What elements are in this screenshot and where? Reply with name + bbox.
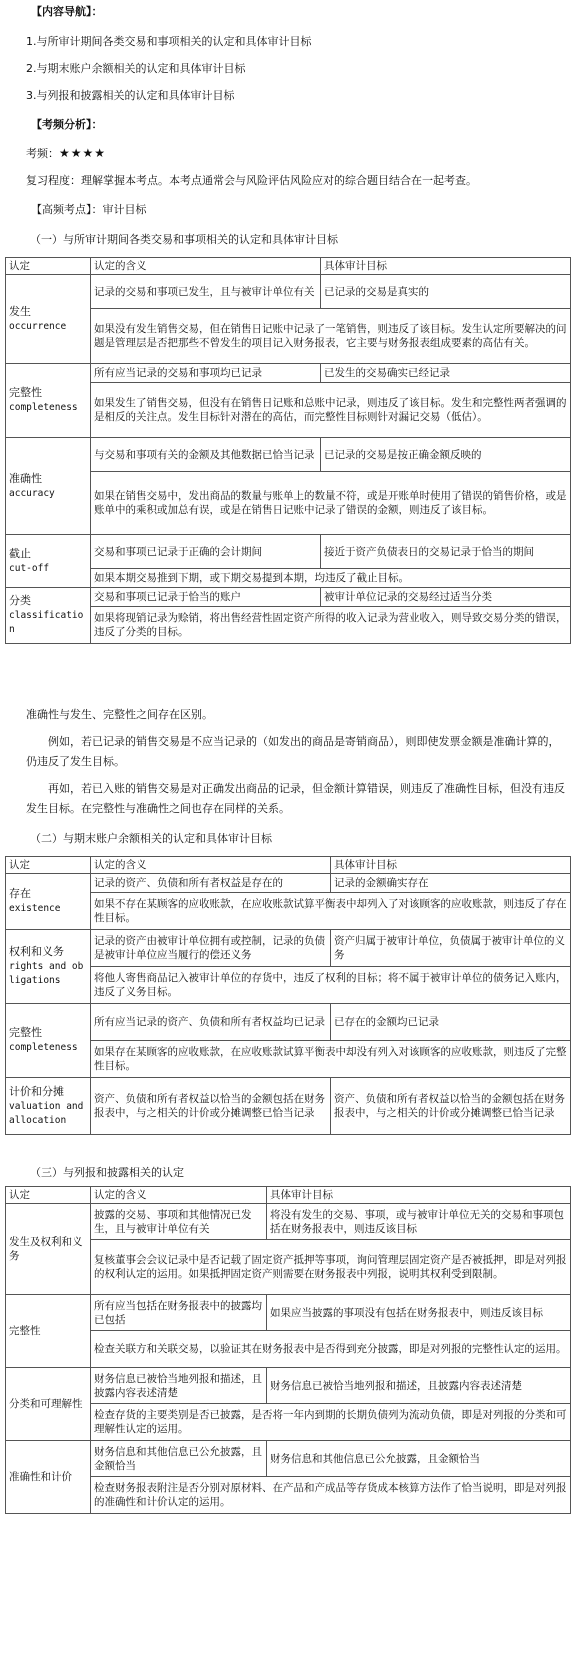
meaning-cell: 财务信息已被恰当地列报和描述，且披露内容表述清楚 — [91, 1368, 267, 1404]
nav-item-2: 2.与期末账户余额相关的认定和具体审计目标 — [26, 62, 246, 75]
table-header-row — [6, 1187, 571, 1204]
paragraph-1: 准确性与发生、完整性之间存在区别。 — [26, 708, 213, 721]
objective-cell: 已存在的金额均已记录 — [331, 1004, 571, 1041]
note-cell: 如果在销售交易中，发出商品的数量与账单上的数量不符，或是开账单时使用了错误的销售价格，或是账单中的乘积或加总有误，或是在销售日记账中记录了错误的金额，则违反了该目标。 — [91, 472, 571, 535]
nav-item-1: 1.与所审计期间各类交易和事项相关的认定和具体审计目标 — [26, 35, 312, 48]
table-row — [6, 535, 571, 569]
note-cell: 复核董事会会议记录中是否记载了固定资产抵押等事项，询问管理层固定资产是否被抵押，即是对列报的权利认定的运用。如果抵押固定资产则需要在财务报表中列报，说明其权利受到限制。 — [91, 1240, 571, 1295]
frequency-stars: ★★★★ — [59, 146, 107, 160]
table-row — [6, 1041, 571, 1078]
table-row — [6, 874, 571, 893]
table-row — [6, 438, 571, 472]
header-meaning: 认定的含义 — [91, 857, 331, 874]
header-objective: 具体审计目标 — [321, 258, 571, 275]
meaning-cell: 记录的资产、负债和所有者权益是存在的 — [91, 874, 331, 893]
table-row — [6, 1441, 571, 1477]
table-row — [6, 1204, 571, 1240]
table-row — [6, 275, 571, 309]
table-row — [6, 1331, 571, 1368]
note-cell: 如果不存在某顾客的应收账款，在应收账款试算平衡表中却列入了对该顾客的应收账款，则违反了存在性目标。 — [91, 893, 571, 930]
assertion-cell: 存在 existence — [6, 874, 91, 930]
nav-title: 【内容导航】： — [31, 5, 103, 18]
review-text: 复习程度：理解掌握本考点。本考点通常会与风险评估风险应对的综合题目结合在一起考查。 — [26, 174, 477, 187]
section2-title: （二）与期末账户余额相关的认定和具体审计目标 — [30, 832, 272, 845]
note-cell: 检查财务报表附注是否分别对原材料、在产品和产成品等存货成本核算方法作了恰当说明，即是对列报的准确性和计价认定的运用。 — [91, 1477, 571, 1514]
assertion-cell: 发生 occurrence — [6, 275, 91, 364]
table-row — [6, 1078, 571, 1135]
meaning-cell: 财务信息和其他信息已公允披露，且金额恰当 — [91, 1441, 267, 1477]
objective-cell: 已记录的交易是真实的 — [321, 275, 571, 309]
table-header-row — [6, 258, 571, 275]
meaning-cell: 所有应当包括在财务报表中的披露均已包括 — [91, 1295, 267, 1331]
note-cell: 检查关联方和关联交易，以验证其在财务报表中是否得到充分披露，即是对列报的完整性认定的运用。 — [91, 1331, 571, 1368]
header-assertion: 认定 — [6, 1187, 91, 1204]
note-cell: 如果发生了销售交易，但没有在销售日记账和总账中记录，则违反了该目标。发生和完整性两者强调的是相反的关注点。发生目标针对潜在的高估，而完整性目标则针对漏记交易（低估）。 — [91, 383, 571, 438]
objective-cell: 财务信息和其他信息已公允披露，且金额恰当 — [267, 1441, 571, 1477]
header-meaning: 认定的含义 — [91, 1187, 267, 1204]
section3-table — [5, 1186, 571, 1514]
meaning-cell: 披露的交易、事项和其他情况已发生，且与被审计单位有关 — [91, 1204, 267, 1240]
assertion-cell: 完整性 completeness — [6, 364, 91, 438]
table-row — [6, 364, 571, 383]
meaning-cell: 所有应当记录的交易和事项均已记录 — [91, 364, 321, 383]
assertion-cell: 完整性 completeness — [6, 1004, 91, 1078]
table-row — [6, 1404, 571, 1441]
nav-item-3: 3.与列报和披露相关的认定和具体审计目标 — [26, 89, 235, 102]
assertion-cell: 发生及权利和义务 — [6, 1204, 91, 1295]
header-assertion: 认定 — [6, 258, 91, 275]
note-cell: 如果存在某顾客的应收账款，在应收账款试算平衡表中却没有列入对该顾客的应收账款，则违反了完整性目标。 — [91, 1041, 571, 1078]
table-row — [6, 1004, 571, 1041]
assertion-cell: 分类和可理解性 — [6, 1368, 91, 1441]
objective-cell: 如果应当披露的事项没有包括在财务报表中，则违反该目标 — [267, 1295, 571, 1331]
note-cell: 如果没有发生销售交易，但在销售日记账中记录了一笔销售，则违反了该目标。发生认定所要解决的问题是管理层是否把那些不曾发生的项目记入财务报表，它主要与财务报表组成要素的高估有关。 — [91, 309, 571, 364]
note-cell: 如果将现销记录为赊销，将出售经营性固定资产所得的收入记录为营业收入，则导致交易分类的错误，违反了分类的目标。 — [91, 607, 571, 644]
table-row — [6, 1368, 571, 1404]
objective-cell: 接近于资产负债表日的交易记录于恰当的期间 — [321, 535, 571, 569]
objective-cell: 已记录的交易是按正确金额反映的 — [321, 438, 571, 472]
table-row — [6, 472, 571, 535]
header-objective: 具体审计目标 — [267, 1187, 571, 1204]
header-meaning: 认定的含义 — [91, 258, 321, 275]
meaning-cell: 资产、负债和所有者权益以恰当的金额包括在财务报表中，与之相关的计价或分摊调整已恰当记录 — [91, 1078, 331, 1135]
paragraph-3: 再如，若已入账的销售交易是对正确发出商品的记录，但金额计算错误，则违反了准确性目标，但没有违反发生目标。在完整性与准确性之间也存在同样的关系。 — [26, 782, 565, 815]
assertion-cell: 权利和义务 rights and obligations — [6, 930, 91, 1004]
meaning-cell: 交易和事项已记录于恰当的账户 — [91, 588, 321, 607]
assertion-cell: 准确性和计价 — [6, 1441, 91, 1514]
table-row — [6, 1295, 571, 1331]
objective-cell: 资产归属于被审计单位，负债属于被审计单位的义务 — [331, 930, 571, 967]
objective-cell: 记录的金额确实存在 — [331, 874, 571, 893]
assertion-cell: 准确性 accuracy — [6, 438, 91, 535]
assertion-cell: 截止 cut-off — [6, 535, 91, 588]
meaning-cell: 记录的资产由被审计单位拥有或控制，记录的负债是被审计单位应当履行的偿还义务 — [91, 930, 331, 967]
paragraph-2: 例如，若已记录的销售交易是不应当记录的（如发出的商品是寄销商品），则即使发票金额是准确计算的，仍违反了发生目标。 — [26, 735, 560, 768]
objective-cell: 被审计单位记录的交易经过适当分类 — [321, 588, 571, 607]
meaning-cell: 交易和事项已记录于正确的会计期间 — [91, 535, 321, 569]
table-row — [6, 1240, 571, 1295]
table-row — [6, 383, 571, 438]
meaning-cell: 记录的交易和事项已发生，且与被审计单位有关 — [91, 275, 321, 309]
objective-cell: 将没有发生的交易、事项，或与被审计单位无关的交易和事项包括在财务报表中，则违反该目标 — [267, 1204, 571, 1240]
note-cell: 将他人寄售商品记入被审计单位的存货中，违反了权利的目标；将不属于被审计单位的债务记入账内，违反了义务目标。 — [91, 967, 571, 1004]
assertion-cell: 计价和分摊 valuation and allocation — [6, 1078, 91, 1135]
table-row — [6, 930, 571, 967]
frequency-line — [26, 146, 106, 161]
table-row — [6, 967, 571, 1004]
table-header-row — [6, 857, 571, 874]
section2-table — [5, 856, 571, 1135]
table-row — [6, 588, 571, 607]
header-assertion: 认定 — [6, 857, 91, 874]
objective-cell: 财务信息已被恰当地列报和描述，且披露内容表述清楚 — [267, 1368, 571, 1404]
frequency-label: 考频： — [26, 147, 59, 160]
objective-cell: 资产、负债和所有者权益以恰当的金额包括在财务报表中，与之相关的计价或分摊调整已恰当记录 — [331, 1078, 571, 1135]
table-row — [6, 893, 571, 930]
hot-label: 【高频考点】：审计目标 — [31, 203, 147, 216]
analysis-title: 【考频分析】： — [31, 118, 103, 131]
note-cell: 检查存货的主要类别是否已披露，是否将一年内到期的长期负债列为流动负债，即是对列报的分类和可理解性认定的运用。 — [91, 1404, 571, 1441]
note-cell: 如果本期交易推到下期，或下期交易提到本期，均违反了截止目标。 — [91, 569, 571, 588]
table-row — [6, 309, 571, 364]
objective-cell: 已发生的交易确实已经记录 — [321, 364, 571, 383]
table-row — [6, 607, 571, 644]
header-objective: 具体审计目标 — [331, 857, 571, 874]
section3-title: （三）与列报和披露相关的认定 — [30, 1166, 184, 1179]
section1-table — [5, 257, 571, 644]
meaning-cell: 与交易和事项有关的金额及其他数据已恰当记录 — [91, 438, 321, 472]
table-row — [6, 1477, 571, 1514]
assertion-cell: 分类 classification — [6, 588, 91, 644]
assertion-cell: 完整性 — [6, 1295, 91, 1368]
table-row — [6, 569, 571, 588]
section1-title: （一）与所审计期间各类交易和事项相关的认定和具体审计目标 — [30, 233, 338, 246]
meaning-cell: 所有应当记录的资产、负债和所有者权益均已记录 — [91, 1004, 331, 1041]
